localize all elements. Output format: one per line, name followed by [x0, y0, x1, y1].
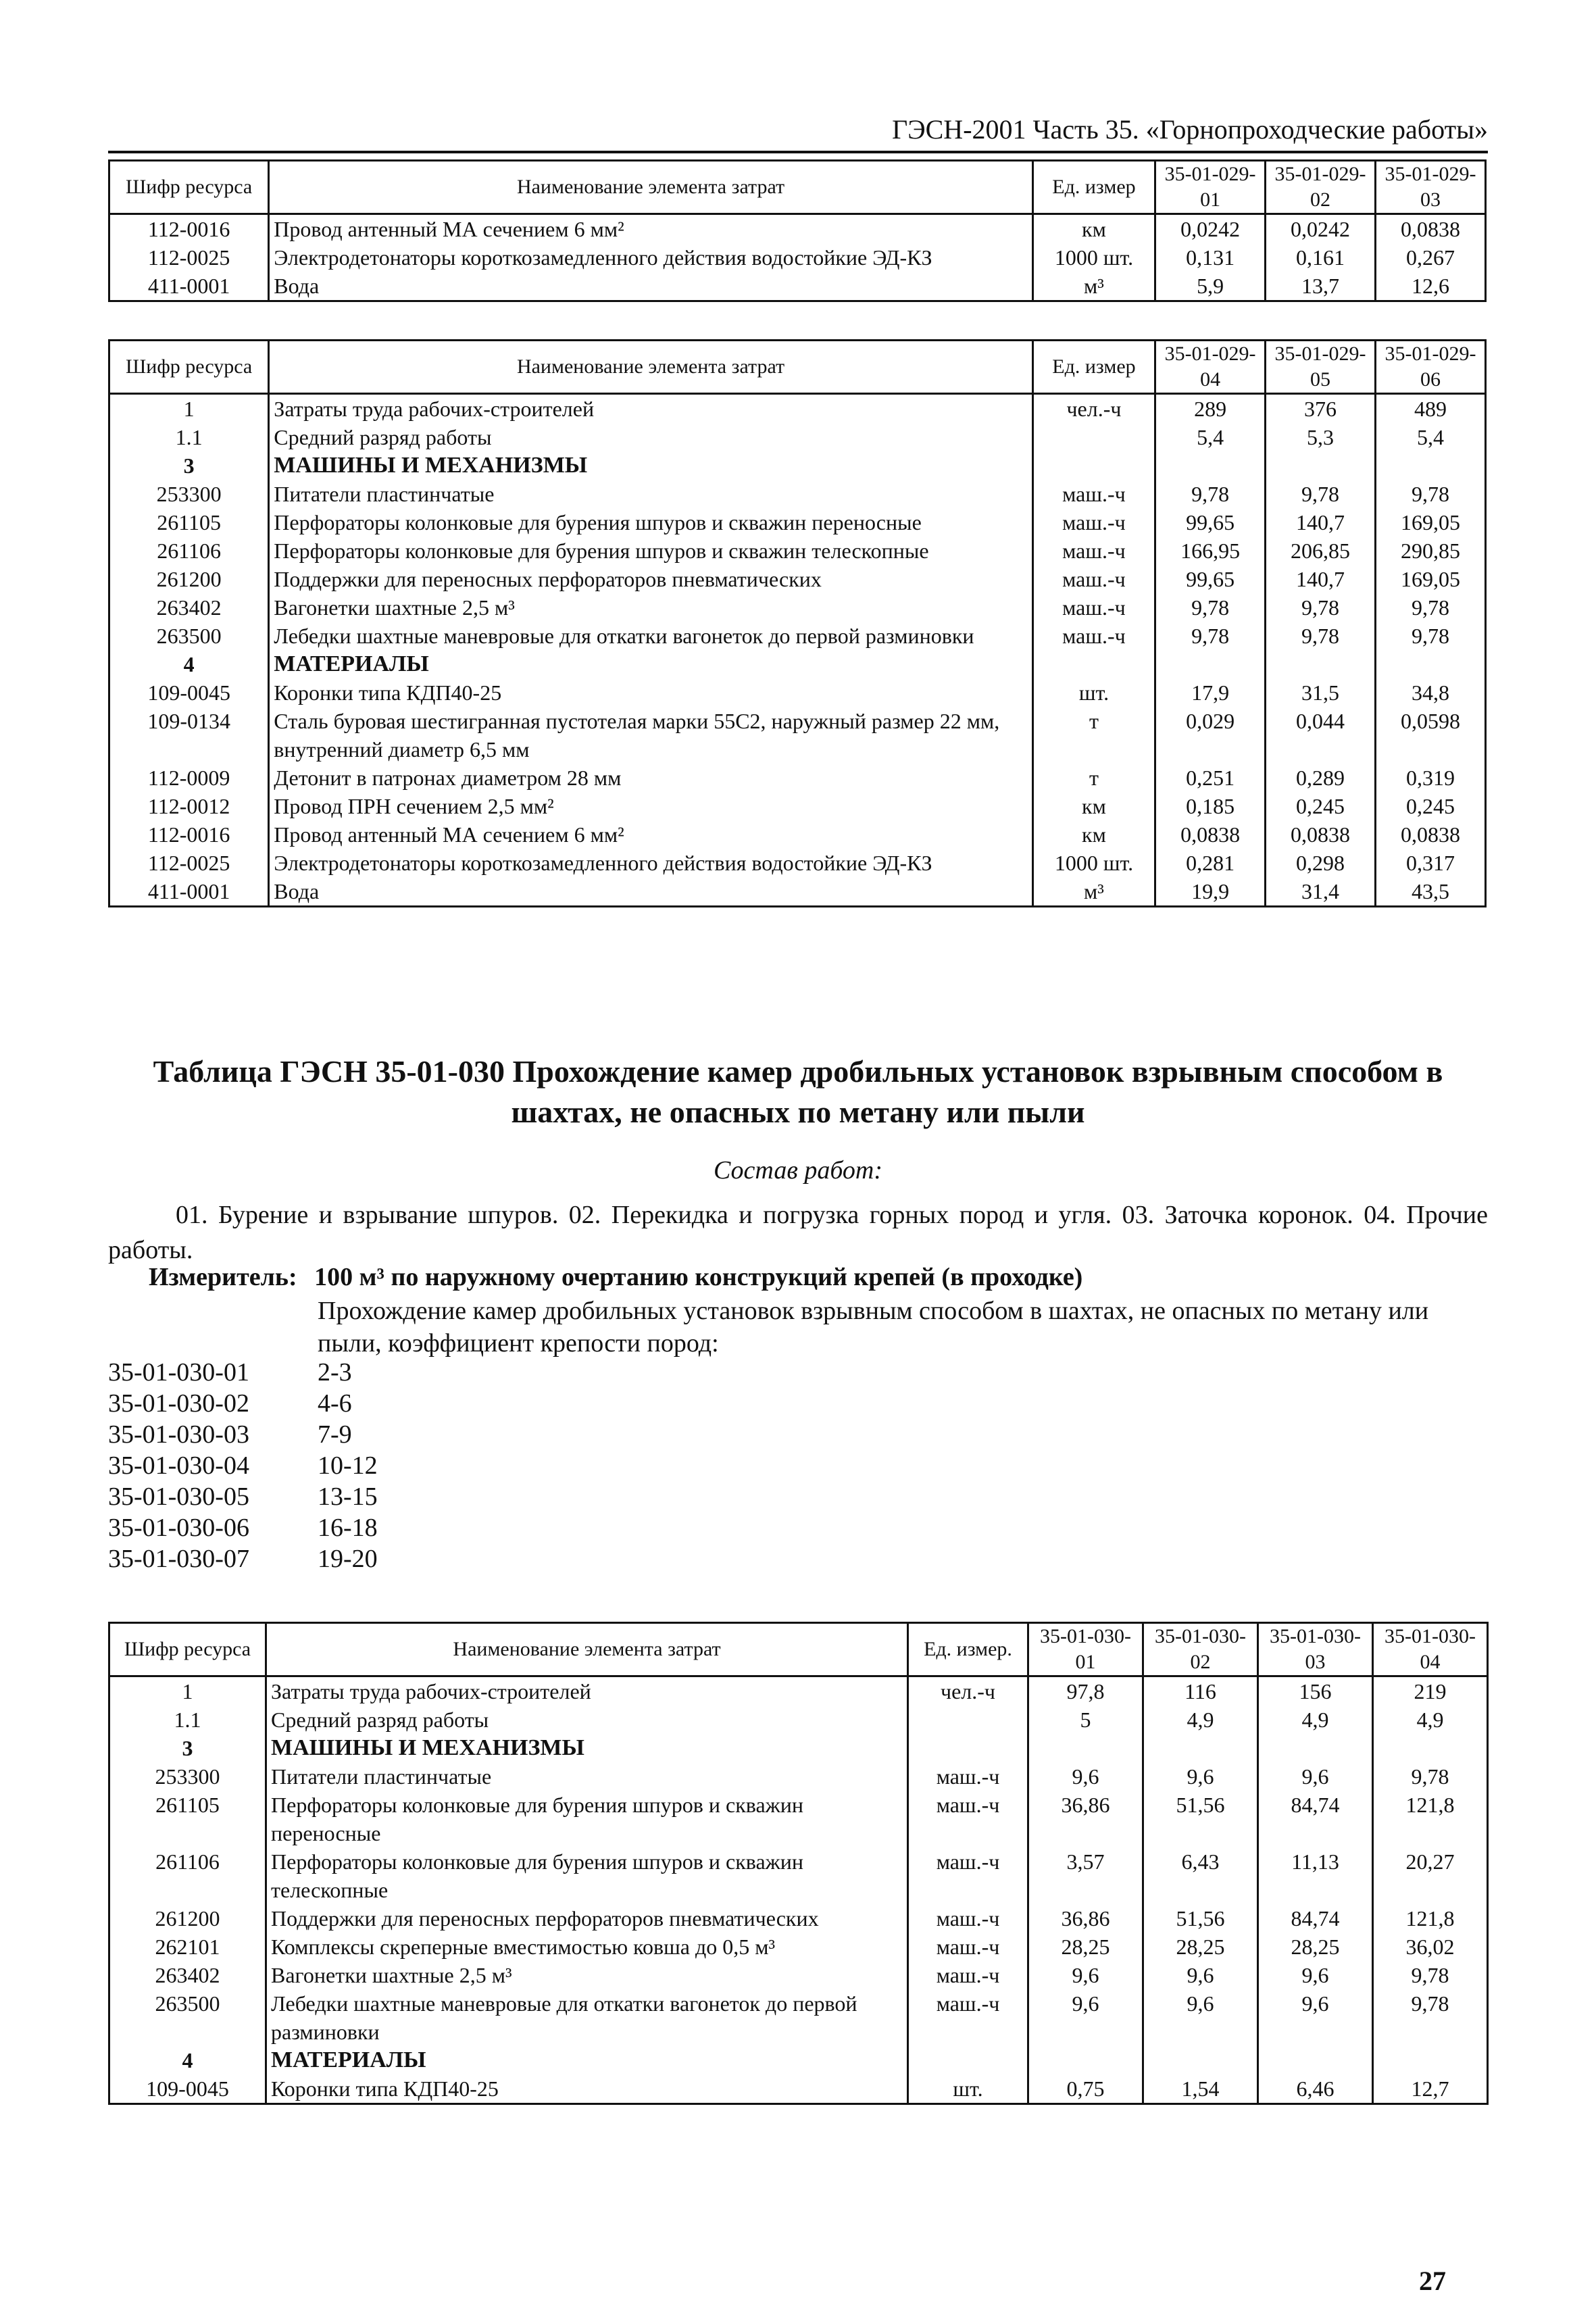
table-row	[109, 537, 1486, 565]
norm-value: 9,78	[1376, 593, 1486, 622]
resource-unit: маш.-ч	[1032, 622, 1155, 650]
measure-text: 100 м³ по наружному очертанию конструкций крепей (в проходке)	[314, 1263, 1083, 1291]
norm-value: 0,298	[1266, 849, 1376, 877]
norm-value: 9,78	[1373, 1989, 1488, 2046]
table-row	[109, 272, 1486, 301]
norm-value: 0,044	[1266, 707, 1376, 764]
table-row	[109, 394, 1486, 424]
resource-name: Перфораторы колонковые для бурения шпуров и скважин переносные	[269, 508, 1033, 537]
resource-name: МАШИНЫ И МЕХАНИЗМЫ	[269, 451, 1033, 480]
resource-name: МАТЕРИАЛЫ	[266, 2046, 908, 2074]
column-header-norm: 35-01-030-01	[1028, 1623, 1143, 1676]
resource-code: 109-0045	[109, 2074, 266, 2104]
norm-value: 4,9	[1258, 1706, 1373, 1734]
resource-code: 261106	[109, 1847, 266, 1904]
resource-name: Коронки типа КДП40-25	[269, 678, 1033, 707]
norm-value	[1155, 451, 1266, 480]
hardness-range: 2-3	[318, 1358, 352, 1387]
table-row	[109, 820, 1486, 849]
resource-unit: чел.-ч	[1032, 394, 1155, 424]
norm-value: 9,6	[1258, 1989, 1373, 2046]
norm-code: 35-01-030-05	[108, 1483, 249, 1511]
resource-unit: 1000 шт.	[1032, 849, 1155, 877]
norm-value	[1266, 451, 1376, 480]
norm-value: 5,3	[1266, 423, 1376, 451]
norm-value	[1373, 1734, 1488, 1762]
norm-value: 5	[1028, 1706, 1143, 1734]
resource-name: Поддержки для переносных перфораторов пневматических	[269, 565, 1033, 593]
table-row	[109, 593, 1486, 622]
table-row	[109, 622, 1486, 650]
norm-code-item	[108, 1450, 378, 1481]
resource-unit: км	[1032, 792, 1155, 820]
measure-line	[149, 1262, 1487, 1292]
resource-name: МАТЕРИАЛЫ	[269, 650, 1033, 678]
resource-code: 411-0001	[109, 272, 269, 301]
norm-value: 9,78	[1266, 480, 1376, 508]
norm-value: 169,05	[1376, 508, 1486, 537]
resource-unit: маш.-ч	[1032, 508, 1155, 537]
resource-name: Средний разряд работы	[269, 423, 1033, 451]
table-section-row	[109, 1734, 1488, 1762]
norm-value: 206,85	[1266, 537, 1376, 565]
norm-value: 9,78	[1155, 622, 1266, 650]
column-header-name: Наименование элемента затрат	[269, 161, 1033, 214]
resource-name: Лебедки шахтные маневровые для откатки вагонеток до первой разминовки	[266, 1989, 908, 2046]
resource-code: 263500	[109, 1989, 266, 2046]
norm-code: 35-01-030-04	[108, 1451, 249, 1480]
norm-value: 9,6	[1258, 1762, 1373, 1791]
norm-value: 9,78	[1266, 593, 1376, 622]
norm-value: 140,7	[1266, 508, 1376, 537]
column-header-norm: 35-01-030-03	[1258, 1623, 1373, 1676]
norm-value: 9,6	[1028, 1961, 1143, 1989]
norm-value: 0,0242	[1155, 214, 1266, 244]
norm-value: 9,6	[1143, 1961, 1258, 1989]
table-section-row	[109, 451, 1486, 480]
norm-value: 0,0838	[1266, 820, 1376, 849]
resource-code: 261105	[109, 1791, 266, 1847]
table-row	[109, 480, 1486, 508]
resource-name: Провод антенный МА сечением 6 мм²	[269, 820, 1033, 849]
norm-value: 1,54	[1143, 2074, 1258, 2104]
resource-code: 1	[109, 1676, 266, 1706]
resource-code: 262101	[109, 1933, 266, 1961]
column-header-norm: 35-01-030-02	[1143, 1623, 1258, 1676]
table-row	[109, 423, 1486, 451]
table-row	[109, 214, 1486, 244]
norm-value: 9,78	[1373, 1961, 1488, 1989]
resource-unit: маш.-ч	[908, 1847, 1028, 1904]
hardness-range: 10-12	[318, 1451, 378, 1480]
resource-code: 1.1	[109, 423, 269, 451]
norm-value: 0,185	[1155, 792, 1266, 820]
norm-value: 9,78	[1155, 480, 1266, 508]
norm-value: 0,317	[1376, 849, 1486, 877]
norm-value: 289	[1155, 394, 1266, 424]
norm-value	[1373, 2046, 1488, 2074]
norm-code-item	[108, 1512, 378, 1543]
table-section-row	[109, 650, 1486, 678]
column-header-unit: Ед. измер	[1032, 161, 1155, 214]
norm-value: 169,05	[1376, 565, 1486, 593]
norm-value	[1266, 650, 1376, 678]
norm-value: 31,5	[1266, 678, 1376, 707]
norm-value: 156	[1258, 1676, 1373, 1706]
norm-value: 5,4	[1376, 423, 1486, 451]
column-header-norm: 35-01-029-04	[1155, 341, 1266, 394]
norm-value: 0,251	[1155, 764, 1266, 792]
norm-value: 0,0598	[1376, 707, 1486, 764]
table-row	[109, 1791, 1488, 1847]
norm-value: 0,245	[1266, 792, 1376, 820]
table-row	[109, 243, 1486, 272]
resource-table-029-01-03	[108, 159, 1487, 302]
norm-value: 9,78	[1266, 622, 1376, 650]
norm-value: 140,7	[1266, 565, 1376, 593]
norm-value: 12,6	[1376, 272, 1486, 301]
resource-code: 112-0012	[109, 792, 269, 820]
resource-unit: маш.-ч	[1032, 537, 1155, 565]
norm-value: 6,46	[1258, 2074, 1373, 2104]
column-header-code: Шифр ресурса	[109, 341, 269, 394]
resource-table-029-04-06	[108, 339, 1487, 907]
norm-value: 376	[1266, 394, 1376, 424]
table-section-row	[109, 2046, 1488, 2074]
norm-value: 3,57	[1028, 1847, 1143, 1904]
table-row	[109, 508, 1486, 537]
table-row	[109, 877, 1486, 907]
norm-value: 31,4	[1266, 877, 1376, 907]
resource-name: Комплексы скреперные вместимостью ковша до 0,5 м³	[266, 1933, 908, 1961]
norm-value: 4,9	[1373, 1706, 1488, 1734]
resource-code: 263402	[109, 593, 269, 622]
norm-code-item	[108, 1543, 378, 1574]
norm-value: 51,56	[1143, 1791, 1258, 1847]
resource-name: Перфораторы колонковые для бурения шпуров и скважин телескопные	[266, 1847, 908, 1904]
norm-value: 9,6	[1028, 1762, 1143, 1791]
column-header-unit: Ед. измер.	[908, 1623, 1028, 1676]
norm-value: 0,0838	[1155, 820, 1266, 849]
column-header-name: Наименование элемента затрат	[266, 1623, 908, 1676]
norm-value: 0,281	[1155, 849, 1266, 877]
resource-code: 261200	[109, 565, 269, 593]
norm-value: 0,0242	[1266, 214, 1376, 244]
resource-name: Поддержки для переносных перфораторов пневматических	[266, 1904, 908, 1933]
hardness-range: 4-6	[318, 1389, 352, 1418]
table-row	[109, 1904, 1488, 1933]
norm-value: 13,7	[1266, 272, 1376, 301]
norm-code: 35-01-030-02	[108, 1389, 249, 1418]
norm-value: 5,4	[1155, 423, 1266, 451]
norm-value: 121,8	[1373, 1791, 1488, 1847]
column-header-norm: 35-01-029-02	[1266, 161, 1376, 214]
norm-value: 19,9	[1155, 877, 1266, 907]
resource-unit: маш.-ч	[908, 1989, 1028, 2046]
norm-value	[1376, 650, 1486, 678]
resource-name: Коронки типа КДП40-25	[266, 2074, 908, 2104]
norm-value: 84,74	[1258, 1791, 1373, 1847]
norm-value: 116	[1143, 1676, 1258, 1706]
resource-code: 263402	[109, 1961, 266, 1989]
resource-unit: маш.-ч	[908, 1791, 1028, 1847]
column-header-norm: 35-01-029-03	[1376, 161, 1486, 214]
resource-unit	[908, 1734, 1028, 1762]
resource-code: 261106	[109, 537, 269, 565]
resource-name: Сталь буровая шестигранная пустотелая марки 55С2, наружный размер 22 мм, внутренний диаметр 6,5 мм	[269, 707, 1033, 764]
table-row	[109, 1706, 1488, 1734]
table-row	[109, 1847, 1488, 1904]
norm-value: 9,78	[1373, 1762, 1488, 1791]
table-row	[109, 1933, 1488, 1961]
resource-code: 411-0001	[109, 877, 269, 907]
resource-name: Перфораторы колонковые для бурения шпуров и скважин переносные	[266, 1791, 908, 1847]
table-row	[109, 764, 1486, 792]
resource-name: Вагонетки шахтные 2,5 м³	[266, 1961, 908, 1989]
resource-code: 109-0045	[109, 678, 269, 707]
composition-label: Состав работ:	[713, 1156, 883, 1185]
norm-value: 0,75	[1028, 2074, 1143, 2104]
norm-value: 0,161	[1266, 243, 1376, 272]
norm-value: 36,86	[1028, 1904, 1143, 1933]
page-number: 27	[1419, 2266, 1446, 2296]
norm-value	[1376, 451, 1486, 480]
resource-unit: чел.-ч	[908, 1676, 1028, 1706]
norm-value: 9,6	[1028, 1989, 1143, 2046]
norm-value: 51,56	[1143, 1904, 1258, 1933]
resource-code: 3	[109, 451, 269, 480]
norm-code-list	[108, 1357, 378, 1574]
resource-name: Лебедки шахтные маневровые для откатки вагонеток до первой разминовки	[269, 622, 1033, 650]
resource-unit: маш.-ч	[1032, 480, 1155, 508]
resource-name: Средний разряд работы	[266, 1706, 908, 1734]
resource-name: Затраты труда рабочих-строителей	[269, 394, 1033, 424]
norm-value: 34,8	[1376, 678, 1486, 707]
norm-value: 9,78	[1155, 593, 1266, 622]
norm-description: Прохождение камер дробильных установок взрывным способом в шахтах, не опасных по метану или пыли, коэффициент крепости пород:	[318, 1297, 1429, 1358]
resource-unit: м³	[1032, 877, 1155, 907]
resource-unit: маш.-ч	[908, 1933, 1028, 1961]
norm-value	[1155, 650, 1266, 678]
norm-value: 28,25	[1258, 1933, 1373, 1961]
resource-name: Затраты труда рабочих-строителей	[266, 1676, 908, 1706]
resource-code: 253300	[109, 480, 269, 508]
resource-name: Питатели пластинчатые	[266, 1762, 908, 1791]
norm-value: 36,02	[1373, 1933, 1488, 1961]
resource-code: 1.1	[109, 1706, 266, 1734]
norm-value: 166,95	[1155, 537, 1266, 565]
composition-text: 01. Бурение и взрывание шпуров. 02. Перекидка и погрузка горных пород и угля. 03. Заточка коронок. 04. Прочие работы.	[108, 1201, 1488, 1264]
column-header-norm: 35-01-029-01	[1155, 161, 1266, 214]
column-header-code: Шифр ресурса	[109, 1623, 266, 1676]
resource-unit: маш.-ч	[908, 1961, 1028, 1989]
norm-value: 0,245	[1376, 792, 1486, 820]
table-row	[109, 1989, 1488, 2046]
norm-value: 43,5	[1376, 877, 1486, 907]
table-row	[109, 2074, 1488, 2104]
table-header-row	[109, 341, 1486, 394]
norm-code-item	[108, 1481, 378, 1512]
norm-value: 121,8	[1373, 1904, 1488, 1933]
table-row	[109, 678, 1486, 707]
norm-value: 28,25	[1028, 1933, 1143, 1961]
table-row	[109, 1676, 1488, 1706]
norm-value: 489	[1376, 394, 1486, 424]
resource-code: 1	[109, 394, 269, 424]
resource-unit: т	[1032, 707, 1155, 764]
resource-unit: маш.-ч	[1032, 593, 1155, 622]
norm-value: 9,6	[1143, 1762, 1258, 1791]
norm-value: 0,0838	[1376, 820, 1486, 849]
resource-unit: маш.-ч	[908, 1762, 1028, 1791]
norm-value: 99,65	[1155, 508, 1266, 537]
header-rule	[108, 151, 1488, 153]
norm-code: 35-01-030-07	[108, 1545, 249, 1573]
norm-value	[1028, 1734, 1143, 1762]
table-row	[109, 849, 1486, 877]
measure-label: Измеритель:	[149, 1263, 297, 1291]
resource-code: 4	[109, 2046, 266, 2074]
resource-code: 112-0016	[109, 214, 269, 244]
norm-value: 20,27	[1373, 1847, 1488, 1904]
norm-value	[1258, 1734, 1373, 1762]
norm-value: 5,9	[1155, 272, 1266, 301]
resource-name: Провод антенный МА сечением 6 мм²	[269, 214, 1033, 244]
resource-code: 4	[109, 650, 269, 678]
resource-name: Провод ПРН сечением 2,5 мм²	[269, 792, 1033, 820]
resource-name: Перфораторы колонковые для бурения шпуров и скважин телескопные	[269, 537, 1033, 565]
norm-value	[1143, 2046, 1258, 2074]
norm-value: 84,74	[1258, 1904, 1373, 1933]
hardness-range: 16-18	[318, 1514, 378, 1542]
norm-value: 0,131	[1155, 243, 1266, 272]
norm-value: 17,9	[1155, 678, 1266, 707]
resource-code: 112-0016	[109, 820, 269, 849]
norm-value: 9,78	[1376, 480, 1486, 508]
resource-unit: км	[1032, 820, 1155, 849]
norm-value: 97,8	[1028, 1676, 1143, 1706]
resource-unit	[908, 1706, 1028, 1734]
norm-value: 290,85	[1376, 537, 1486, 565]
table-row	[109, 1961, 1488, 1989]
resource-unit: маш.-ч	[1032, 565, 1155, 593]
resource-unit: км	[1032, 214, 1155, 244]
column-header-norm: 35-01-029-05	[1266, 341, 1376, 394]
resource-name: Вода	[269, 272, 1033, 301]
resource-code: 261105	[109, 508, 269, 537]
resource-name: Питатели пластинчатые	[269, 480, 1033, 508]
norm-value: 0,267	[1376, 243, 1486, 272]
norm-value: 36,86	[1028, 1791, 1143, 1847]
resource-unit: 1000 шт.	[1032, 243, 1155, 272]
resource-code: 263500	[109, 622, 269, 650]
resource-code: 112-0025	[109, 849, 269, 877]
norm-value: 12,7	[1373, 2074, 1488, 2104]
norm-code-item	[108, 1388, 378, 1419]
resource-unit	[908, 2046, 1028, 2074]
column-header-norm: 35-01-030-04	[1373, 1623, 1488, 1676]
hardness-range: 19-20	[318, 1545, 378, 1573]
resource-unit	[1032, 451, 1155, 480]
table-header-row	[109, 161, 1486, 214]
resource-unit	[1032, 423, 1155, 451]
norm-value	[1258, 2046, 1373, 2074]
norm-value: 219	[1373, 1676, 1488, 1706]
norm-code-item	[108, 1419, 378, 1450]
norm-value: 28,25	[1143, 1933, 1258, 1961]
resource-name: Детонит в патронах диаметром 28 мм	[269, 764, 1033, 792]
resource-unit	[1032, 650, 1155, 678]
resource-name: Вагонетки шахтные 2,5 м³	[269, 593, 1033, 622]
resource-code: 261200	[109, 1904, 266, 1933]
table-row	[109, 707, 1486, 764]
resource-name: Электродетонаторы короткозамедленного действия водостойкие ЭД-КЗ	[269, 243, 1033, 272]
resource-table-030-01-04	[108, 1622, 1489, 2105]
norm-value: 99,65	[1155, 565, 1266, 593]
resource-code: 109-0134	[109, 707, 269, 764]
norm-code: 35-01-030-01	[108, 1358, 249, 1387]
column-header-unit: Ед. измер	[1032, 341, 1155, 394]
column-header-code: Шифр ресурса	[109, 161, 269, 214]
resource-code: 3	[109, 1734, 266, 1762]
resource-unit: маш.-ч	[908, 1904, 1028, 1933]
resource-unit: м³	[1032, 272, 1155, 301]
table-row	[109, 565, 1486, 593]
hardness-range: 7-9	[318, 1420, 352, 1449]
norm-value: 9,6	[1143, 1989, 1258, 2046]
resource-unit: шт.	[908, 2074, 1028, 2104]
norm-value: 0,289	[1266, 764, 1376, 792]
norm-code-item	[108, 1357, 378, 1388]
norm-value: 9,6	[1258, 1961, 1373, 1989]
resource-name: МАШИНЫ И МЕХАНИЗМЫ	[266, 1734, 908, 1762]
norm-value	[1028, 2046, 1143, 2074]
resource-code: 112-0009	[109, 764, 269, 792]
norm-value: 0,0838	[1376, 214, 1486, 244]
resource-unit: т	[1032, 764, 1155, 792]
resource-code: 112-0025	[109, 243, 269, 272]
norm-value: 4,9	[1143, 1706, 1258, 1734]
norm-value: 11,13	[1258, 1847, 1373, 1904]
norm-value: 6,43	[1143, 1847, 1258, 1904]
page-header: ГЭСН-2001 Часть 35. «Горнопроходческие работы»	[892, 114, 1488, 145]
norm-code: 35-01-030-03	[108, 1420, 249, 1449]
section-title: Таблица ГЭСН 35-01-030 Прохождение камер дробильных установок взрывным способом в шахтах, не опасных по метану или пыли	[153, 1054, 1443, 1129]
resource-code: 253300	[109, 1762, 266, 1791]
table-header-row	[109, 1623, 1488, 1676]
norm-code: 35-01-030-06	[108, 1514, 249, 1542]
resource-name: Вода	[269, 877, 1033, 907]
norm-value: 0,029	[1155, 707, 1266, 764]
column-header-name: Наименование элемента затрат	[269, 341, 1033, 394]
norm-value	[1143, 1734, 1258, 1762]
norm-value: 9,78	[1376, 622, 1486, 650]
resource-unit: шт.	[1032, 678, 1155, 707]
table-row	[109, 792, 1486, 820]
resource-name: Электродетонаторы короткозамедленного действия водостойкие ЭД-КЗ	[269, 849, 1033, 877]
hardness-range: 13-15	[318, 1483, 378, 1511]
column-header-norm: 35-01-029-06	[1376, 341, 1486, 394]
table-row	[109, 1762, 1488, 1791]
norm-value: 0,319	[1376, 764, 1486, 792]
